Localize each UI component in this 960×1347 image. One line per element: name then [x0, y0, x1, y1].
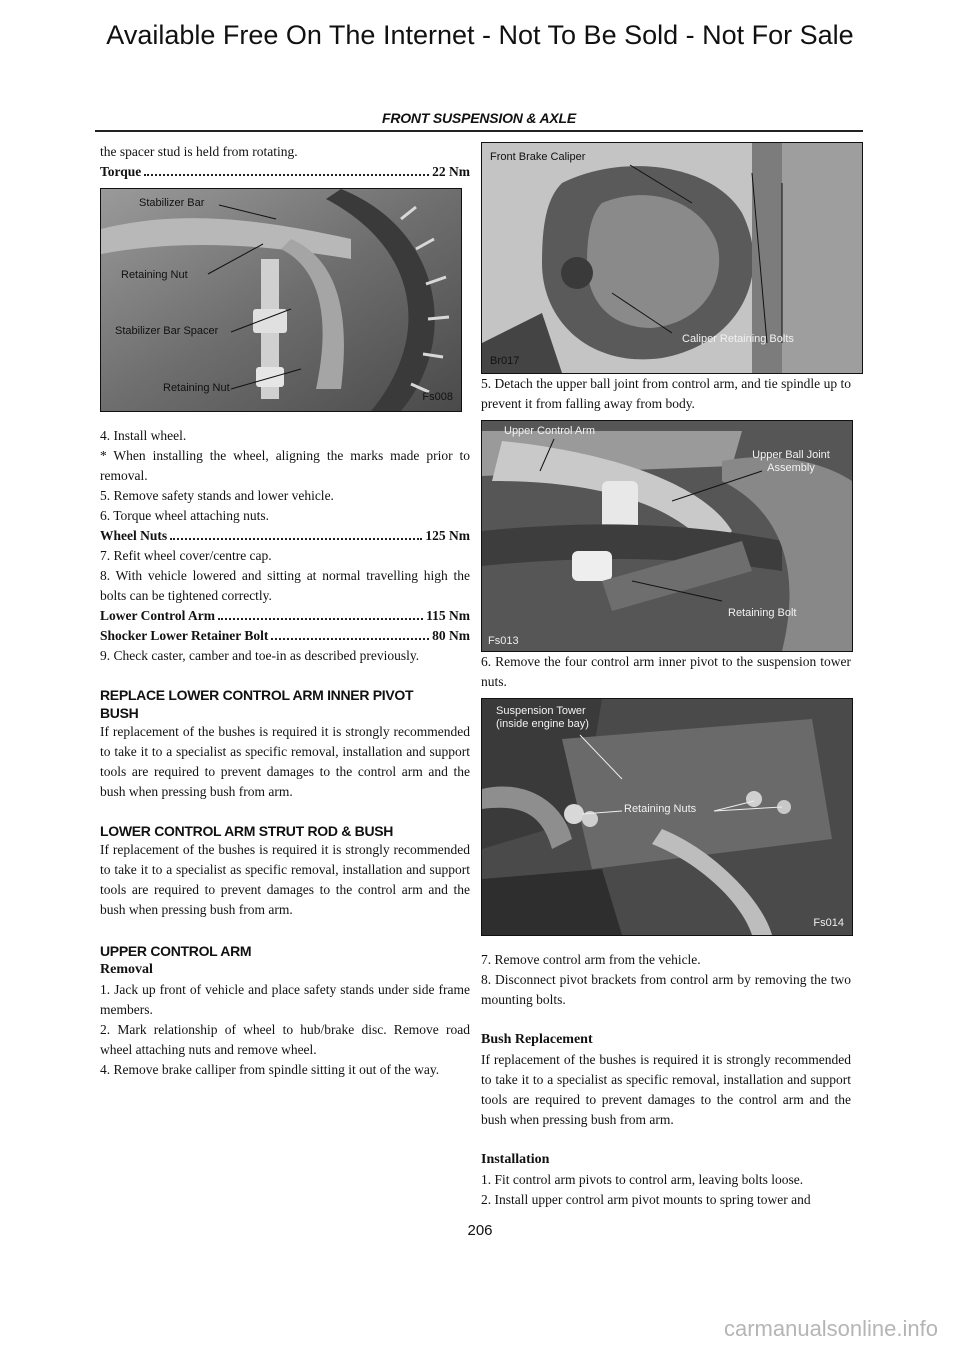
subheading-removal: Removal — [100, 962, 153, 977]
figure-code: Fs013 — [488, 635, 519, 647]
wheel-nuts-spec — [100, 526, 470, 546]
removal-step-1: 1. Jack up front of vehicle and place safety stands under side frame members. — [100, 982, 470, 1017]
figure-code: Br017 — [490, 355, 520, 367]
figure-code: Fs014 — [813, 917, 844, 929]
spec-label: Torque — [100, 164, 142, 179]
step-7: 7. Refit wheel cover/centre cap. — [100, 548, 272, 563]
removal-step-2: 2. Mark relationship of wheel to hub/brake disc. Remove road wheel attaching nuts and remove wheel. — [100, 1022, 470, 1057]
step-5-detach-ball-joint: 5. Detach the upper ball joint from control arm, and tie spindle up to prevent it from falling away from body. — [481, 376, 851, 411]
install-step-2: 2. Install upper control arm pivot mounts to spring tower and — [481, 1192, 811, 1207]
leader-dots — [271, 626, 429, 640]
step-7-remove-arm: 7. Remove control arm from the vehicle. — [481, 952, 701, 967]
text-strut-rod-bush: If replacement of the bushes is required it is strongly recommended to take it to a specialist as specific removal, installation and support tools are required to prevent damages to the control arm and the bush when pressing bush from arm. — [100, 842, 470, 917]
spec-label: Wheel Nuts — [100, 528, 168, 543]
label-caliper-retaining-bolts: Caliper Retaining Bolts — [682, 333, 794, 345]
label-stabilizer-bar: Stabilizer Bar — [139, 197, 205, 209]
spec-label: Shocker Lower Retainer Bolt — [100, 628, 269, 643]
step-8-disconnect-brackets: 8. Disconnect pivot brackets from control arm by removing the two mounting bolts. — [481, 972, 851, 1007]
step-8: 8. With vehicle lowered and sitting at normal travelling high the bolts can be tightened correctly. — [100, 568, 470, 603]
site-watermark: carmanualsonline.info — [723, 1316, 938, 1341]
heading-lower-arm-pivot-bush: REPLACE LOWER CONTROL ARM INNER PIVOT BUSH — [100, 687, 414, 721]
right-column — [481, 142, 851, 1210]
install-step-1: 1. Fit control arm pivots to control arm, leaving bolts loose. — [481, 1172, 804, 1187]
leader-dots — [144, 162, 429, 176]
figure-code: Fs008 — [422, 391, 453, 403]
leader-dots — [170, 526, 422, 540]
photo-stabilizer — [101, 189, 461, 411]
figure-stabilizer-bar — [100, 188, 462, 412]
figure-upper-control-arm — [481, 420, 853, 652]
label-retaining-bolt: Retaining Bolt — [728, 607, 797, 619]
subheading-bush-replacement: Bush Replacement — [481, 1032, 593, 1047]
heading-strut-rod-bush: LOWER CONTROL ARM STRUT ROD & BUSH — [100, 823, 394, 839]
label-suspension-tower: Suspension Tower (inside engine bay) — [496, 705, 589, 730]
photo-brake-caliper — [482, 143, 862, 373]
step-6: 6. Torque wheel attaching nuts. — [100, 508, 270, 523]
subheading-installation: Installation — [481, 1152, 550, 1167]
spec-value: 115 Nm — [426, 608, 470, 623]
step-6-remove-pivot-nuts: 6. Remove the four control arm inner pivot to the suspension tower nuts. — [481, 654, 851, 689]
note-wheel-marks: * When installing the wheel, aligning the marks made prior to removal. — [100, 448, 470, 483]
step-4: 4. Install wheel. — [100, 428, 187, 443]
text-lower-arm-pivot-bush: If replacement of the bushes is required it is strongly recommended to take it to a specialist as specific removal, installation and support tools are required to prevent damages to the control arm and the bush when pressing bush from arm. — [100, 724, 470, 799]
lower-control-arm-spec — [100, 606, 470, 626]
figure-front-brake-caliper — [481, 142, 863, 374]
photo-suspension-tower — [482, 699, 852, 935]
label-retaining-nut-lower: Retaining Nut — [163, 382, 230, 394]
label-upper-ball-joint: Upper Ball Joint Assembly — [752, 449, 830, 474]
figure-suspension-tower — [481, 698, 853, 936]
page-banner: Available Free On The Internet - Not To Be Sold - Not For Sale — [106, 20, 854, 50]
step-9: 9. Check caster, camber and toe-in as described previously. — [100, 648, 420, 663]
step-5: 5. Remove safety stands and lower vehicle. — [100, 488, 334, 503]
left-column — [100, 142, 470, 1080]
torque-spec — [100, 162, 470, 182]
label-retaining-nuts: Retaining Nuts — [624, 803, 697, 815]
label-upper-control-arm: Upper Control Arm — [504, 425, 596, 437]
spec-label: Lower Control Arm — [100, 608, 215, 623]
page-number: 206 — [467, 1222, 493, 1239]
label-stabilizer-bar-spacer: Stabilizer Bar Spacer — [115, 325, 219, 337]
spec-value: 80 Nm — [432, 628, 470, 643]
label-retaining-nut-upper: Retaining Nut — [121, 269, 188, 281]
intro-text: the spacer stud is held from rotating. — [100, 144, 298, 159]
header-rule — [95, 130, 863, 132]
heading-upper-control-arm: UPPER CONTROL ARM — [100, 943, 252, 959]
leader-dots — [218, 606, 423, 620]
text-bush-replacement: If replacement of the bushes is required it is strongly recommended to take it to a specialist as specific removal, installation and support tools are required to prevent damages to the control arm and the bush when pressing bush from arm. — [481, 1052, 851, 1127]
removal-step-4: 4. Remove brake calliper from spindle sitting it out of the way. — [100, 1062, 440, 1077]
section-title: FRONT SUSPENSION & AXLE — [381, 110, 576, 126]
shocker-bolt-spec — [100, 626, 470, 646]
spec-value: 125 Nm — [425, 528, 470, 543]
spec-value: 22 Nm — [432, 164, 470, 179]
label-front-brake-caliper: Front Brake Caliper — [490, 151, 586, 163]
